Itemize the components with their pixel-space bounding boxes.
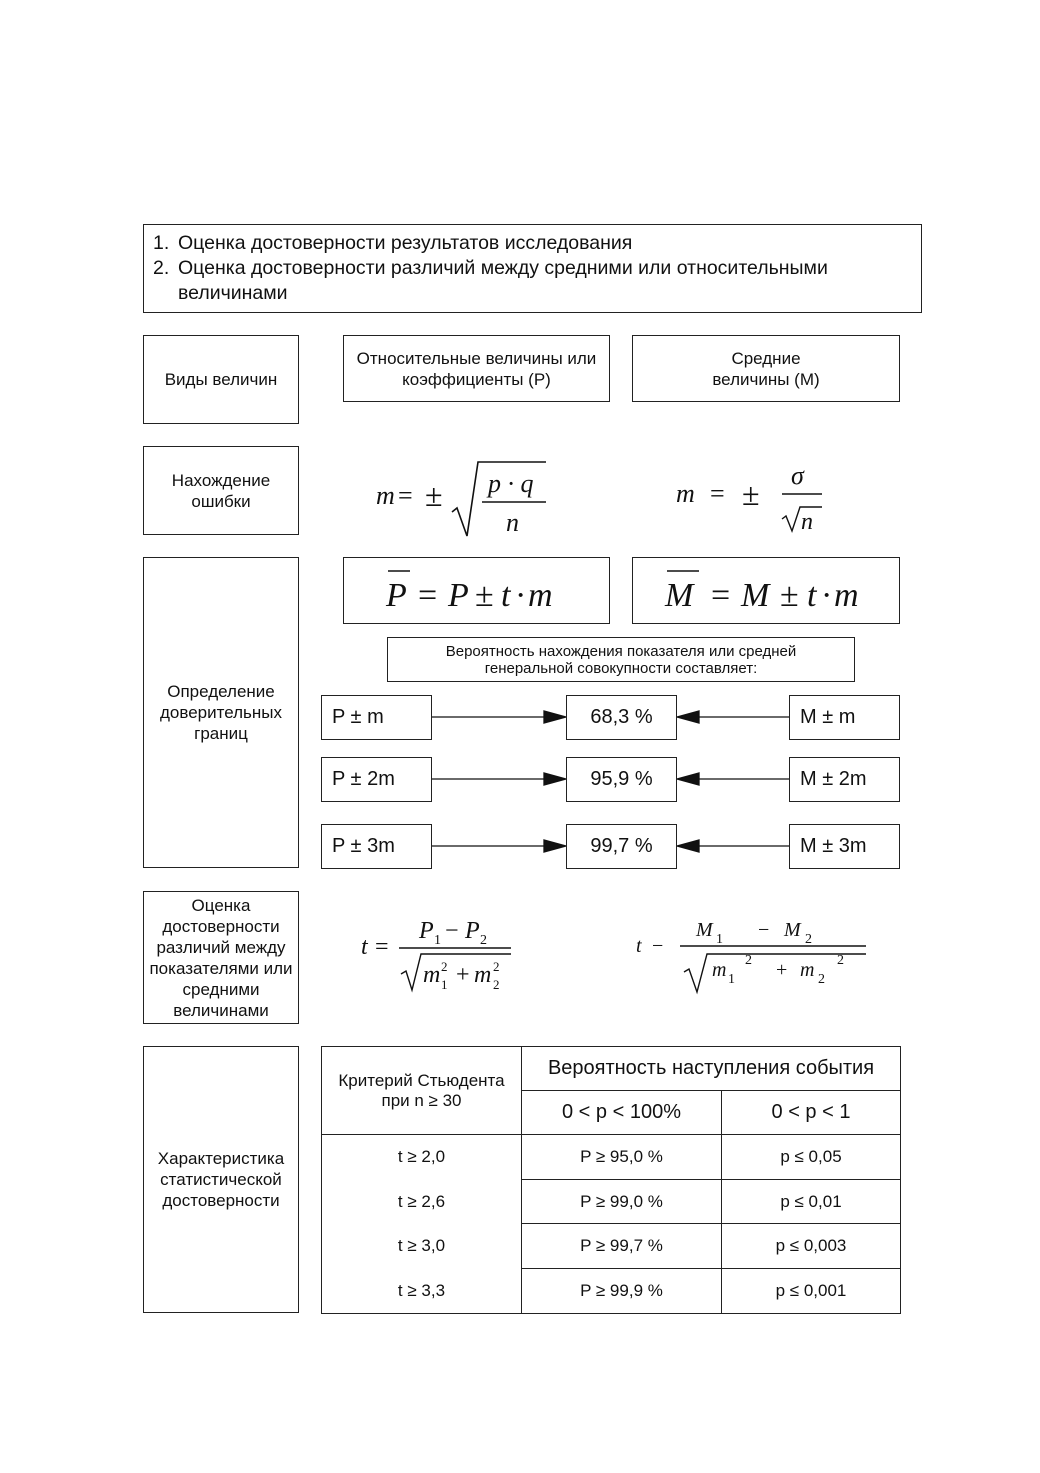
svg-text:t: t [361, 934, 368, 960]
percent-cell: P ≥ 99,0 % [522, 1180, 722, 1224]
level-p-box [321, 824, 432, 869]
row-label-text: Нахождение ошибки [171, 470, 271, 511]
level-p-box [321, 757, 432, 802]
svg-text:=: = [375, 934, 389, 960]
svg-text:±: ± [425, 477, 443, 513]
svg-text:±: ± [742, 476, 760, 512]
row-label-difference [143, 891, 299, 1024]
svg-text:p · q: p · q [488, 469, 534, 498]
row-label-text: Виды величин [164, 370, 278, 389]
svg-text:m: m [474, 962, 492, 988]
svg-text:M: M [665, 577, 694, 614]
svg-text:+: + [776, 959, 788, 981]
svg-text:m: m [834, 577, 859, 614]
svg-text:m: m [423, 962, 441, 988]
svg-text:P: P [419, 918, 434, 944]
svg-text:2: 2 [441, 959, 448, 974]
svg-text:=: = [711, 577, 731, 614]
svg-text:P: P [448, 577, 469, 614]
svg-text:1: 1 [441, 977, 448, 992]
arrow-left-icon [677, 840, 699, 852]
level-m-text: M ± 2m [800, 768, 867, 790]
p-cell: p ≤ 0,05 [722, 1135, 901, 1180]
svg-text:−: − [758, 919, 770, 941]
level-value-box [566, 824, 677, 869]
level-p-box [321, 695, 432, 740]
range-percent-header: 0 < p < 100% [522, 1091, 722, 1135]
level-m-text: M ± 3m [800, 835, 867, 857]
significance-table [321, 1046, 901, 1314]
level-value-text: 95,9 % [590, 768, 653, 790]
table-row [322, 1135, 901, 1180]
p-cell: p ≤ 0,01 [722, 1180, 901, 1224]
t-cell: t ≥ 2,0 [322, 1135, 522, 1180]
difference-formula-relative [355, 906, 525, 1001]
t-cell: t ≥ 3,0 [322, 1224, 522, 1269]
svg-text:P: P [386, 577, 407, 614]
table-row [322, 1224, 901, 1269]
t-cell: t ≥ 2,6 [322, 1180, 522, 1224]
svg-text:σ: σ [791, 461, 804, 490]
level-value-box [566, 757, 677, 802]
svg-text:t: t [501, 577, 511, 614]
row-label-text: Характеристика статистической достоверности [157, 1149, 285, 1210]
level-m-box [789, 695, 900, 740]
level-p-text: P ± m [332, 706, 384, 728]
arrow-left-icon [677, 773, 699, 785]
level-m-text: M ± m [800, 706, 856, 728]
arrow-left-icon [677, 711, 699, 723]
percent-cell: P ≥ 95,0 % [522, 1135, 722, 1180]
svg-text:n: n [801, 509, 813, 535]
table-row [322, 1180, 901, 1224]
svg-text:t: t [807, 577, 817, 614]
p-cell: p ≤ 0,001 [722, 1269, 901, 1314]
svg-text:m: m [376, 481, 395, 510]
svg-text:2: 2 [493, 977, 500, 992]
row-label-text: Определение доверительных границ [160, 682, 282, 743]
t-cell: t ≥ 3,3 [322, 1269, 522, 1314]
level-value-text: 68,3 % [590, 706, 653, 728]
svg-text:M: M [784, 919, 801, 941]
range-unit-header: 0 < p < 1 [722, 1091, 901, 1135]
level-value-text: 99,7 % [590, 835, 653, 857]
svg-text:M: M [741, 577, 770, 614]
level-value-box [566, 695, 677, 740]
svg-text:±: ± [780, 577, 799, 614]
svg-text:m: m [676, 479, 695, 508]
svg-text:2: 2 [480, 933, 487, 948]
svg-text:1: 1 [434, 933, 441, 948]
header-item-text: Оценка достоверности результатов исследования [178, 232, 633, 254]
level-m-box [789, 824, 900, 869]
row-label-significance [143, 1046, 299, 1313]
header-item-number: 2. [153, 257, 170, 279]
svg-text:n: n [506, 508, 519, 537]
svg-text:·: · [821, 577, 833, 614]
svg-text:2: 2 [837, 953, 844, 968]
svg-text:=: = [398, 481, 413, 510]
percent-cell: P ≥ 99,7 % [522, 1224, 722, 1269]
criterion-header: Критерий Стьюдента при n ≥ 30 [322, 1047, 522, 1135]
svg-text:M: M [696, 919, 713, 941]
svg-text:−: − [445, 918, 459, 944]
svg-text:t: t [636, 935, 642, 957]
svg-text:2: 2 [818, 972, 825, 987]
svg-text:=: = [710, 479, 725, 508]
svg-text:1: 1 [716, 932, 723, 947]
svg-text:2: 2 [805, 932, 812, 947]
row-label-text: Оценка достоверности различий между показателями или средними величинами [149, 895, 293, 1020]
svg-text:2: 2 [493, 959, 500, 974]
svg-text:1: 1 [728, 972, 735, 987]
arrow-right-icon [544, 773, 566, 785]
probability-header: Вероятность наступления события [522, 1047, 901, 1091]
difference-formula-mean [628, 906, 878, 1001]
svg-text:m: m [800, 959, 815, 981]
arrow-right-icon [544, 840, 566, 852]
relative-values-text: Относительные величины или коэффициенты (Р) [356, 348, 597, 389]
arrow-right-icon [544, 711, 566, 723]
level-m-box [789, 757, 900, 802]
svg-text:m: m [528, 577, 553, 614]
svg-text:P: P [465, 918, 480, 944]
p-cell: p ≤ 0,003 [722, 1224, 901, 1269]
level-p-text: P ± 3m [332, 835, 395, 857]
mean-values-text: Средние величины (М) [712, 348, 820, 389]
svg-text:·: · [515, 577, 527, 614]
header-item-text: Оценка достоверности различий между средними или относительными величинами [178, 257, 828, 304]
table-row [322, 1269, 901, 1314]
svg-text:=: = [418, 577, 438, 614]
svg-text:−: − [652, 935, 664, 957]
svg-text:+: + [456, 962, 470, 988]
level-p-text: P ± 2m [332, 768, 395, 790]
probability-note-text: Вероятность нахождения показателя или средней генеральной совокупности составляет: [445, 642, 797, 677]
svg-text:±: ± [475, 577, 494, 614]
percent-cell: P ≥ 99,9 % [522, 1269, 722, 1314]
header-item-number: 1. [153, 232, 170, 254]
svg-text:m: m [712, 959, 727, 981]
svg-text:2: 2 [745, 953, 752, 968]
